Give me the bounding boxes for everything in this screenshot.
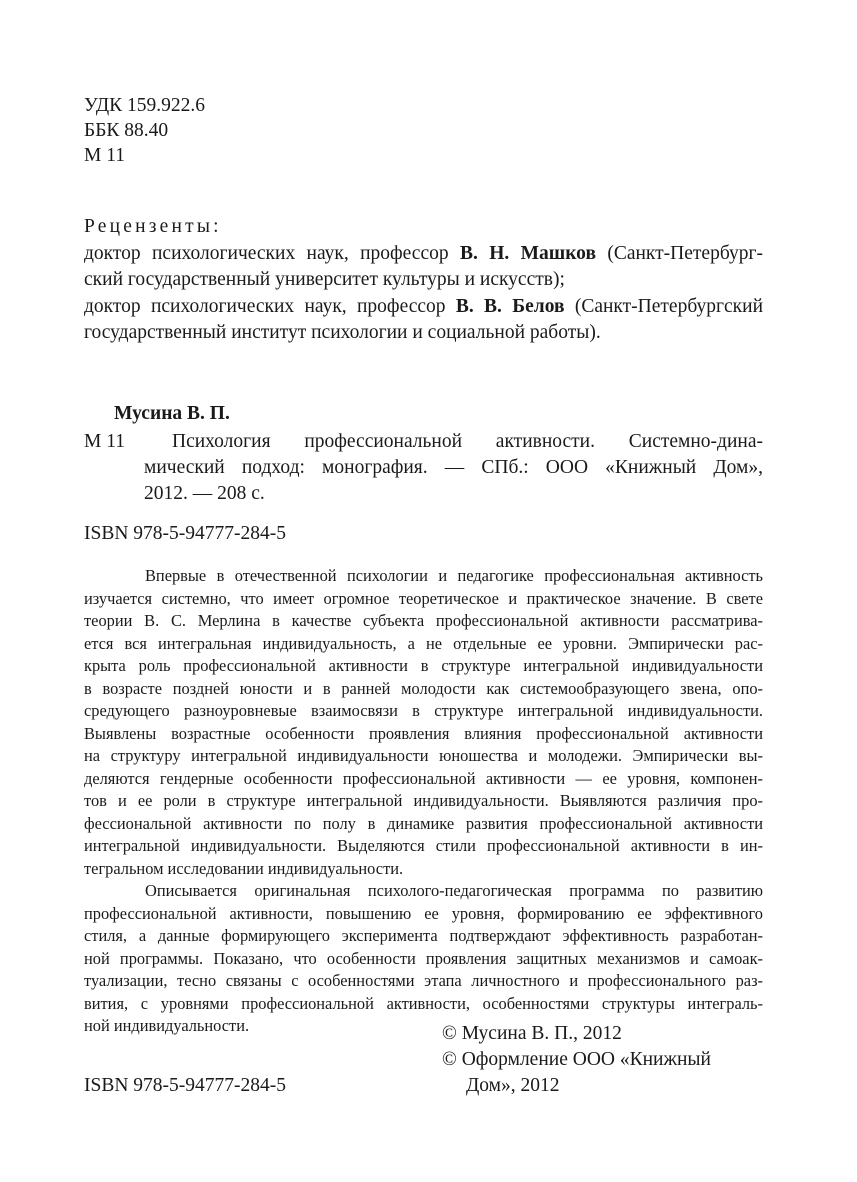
reviewer-1-line-2: ский государственный университет культуры и искусств); [84,269,565,290]
copyright-author: © Мусина В. П., 2012 [442,1023,622,1044]
classification-codes [84,93,205,168]
copyright-block [442,1021,711,1099]
reviewers-section [84,214,763,347]
reviewer-1-name: В. Н. Машков [459,242,596,264]
reviewer-1-affiliation-start: (Санкт-Петербург- [595,242,763,264]
isbn-top: ISBN 978-5-94777-284-5 [84,523,287,544]
annotation-line: ной индивидуальности. [84,1016,250,1035]
book-title-line-1: Психология профессиональной активности. Системно-дина- [172,431,763,452]
copyright-design-line-1: © Оформление ООО «Книжный [442,1049,711,1070]
copyright-design-line-2: Дом», 2012 [466,1075,560,1096]
annotation-line: Описывается оригинальная психолого-педагогическая программа по развитию [145,881,763,900]
reviewer-1-line-1 [84,241,763,268]
annotation-line: стиля, а данные формирующего эксперимента подтверждают эффективность разработан- [84,926,763,945]
book-author-mark: М 11 [84,431,125,452]
annotation-line: изучается системно, что имеет огромное теоретическое и практическое значение. В свете [84,588,763,608]
annotation-line: средующего разноуровневые взаимосвязи в структуре интегральной индивидуальности. [84,701,763,720]
reviewer-2-name: В. В. Белов [455,295,565,317]
annotation-line: в возрасте поздней юности и в ранней молодости как системообразующего звена, опо- [84,678,763,698]
isbn-bottom: ISBN 978-5-94777-284-5 [84,1075,287,1096]
annotation-line: Впервые в отечественной психологии и педагогике профессиональная активность [145,566,763,585]
reviewer-1-title: доктор психологических наук, профессор [84,242,460,264]
annotation-line: деляются гендерные особенности профессиональной активности — ее уровня, компонен- [84,768,763,788]
annotation-line: на структуру интегральной индивидуальности юношества и молодежи. Эмпирически вы- [84,746,763,765]
reviewer-2-affiliation-start: (Санкт-Петербургский [564,295,764,317]
reviewers-heading: Рецензенты: [84,216,222,237]
annotation-line: ной программы. Показано, что особенности проявления защитных механизмов и самоак- [84,948,763,968]
reviewer-2-line-1 [84,294,763,321]
annotation-line: тов и ее роли в структуре интегральной индивидуальности. Выявляются различия про- [84,791,763,810]
book-title-line-3: 2012. — 208 с. [144,483,265,504]
annotation-line: интегральной индивидуальности. Выделяются стили профессиональной активности в ин- [84,836,763,855]
annotation-line: крыта роль профессиональной активности в структуре интегральной индивидуальности [84,656,763,675]
annotation-line: теории В. С. Мерлина в качестве субъекта профессиональной активности рассматрива- [84,611,763,630]
annotation-line: тегральном исследовании индивидуальности. [84,858,404,878]
bbk-code: ББК 88.40 [84,120,169,141]
author-mark: М 11 [84,145,125,166]
annotation-line: вития, с уровнями профессиональной активности, особенностями структуры интеграль- [84,993,763,1013]
reviewer-2-line-2: государственный институт психологии и социальной работы). [84,322,601,343]
annotation-line: туализации, тесно связаны с особенностями этапа личностного и профессионального раз- [84,971,763,990]
annotation-line: профессиональной активности, повышению ее уровня, формированию ее эффективного [84,903,763,923]
annotation [84,565,763,1038]
book-description [144,429,763,507]
book-author: Мусина В. П. [114,403,230,424]
udk-code: УДК 159.922.6 [84,95,206,116]
annotation-line: фессиональной активности по полу в динамике развития профессиональной активности [84,813,763,833]
book-title-line-2: мический подход: монография. — СПб.: ООО «Книжный Дом», [144,457,763,478]
annotation-line: Выявлены возрастные особенности проявления влияния профессиональной активности [84,723,763,743]
reviewer-2-title: доктор психологических наук, профессор [84,295,456,317]
annotation-line: ется вся интегральная индивидуальность, а не отдельные ее уровни. Эмпирически рас- [84,633,763,653]
